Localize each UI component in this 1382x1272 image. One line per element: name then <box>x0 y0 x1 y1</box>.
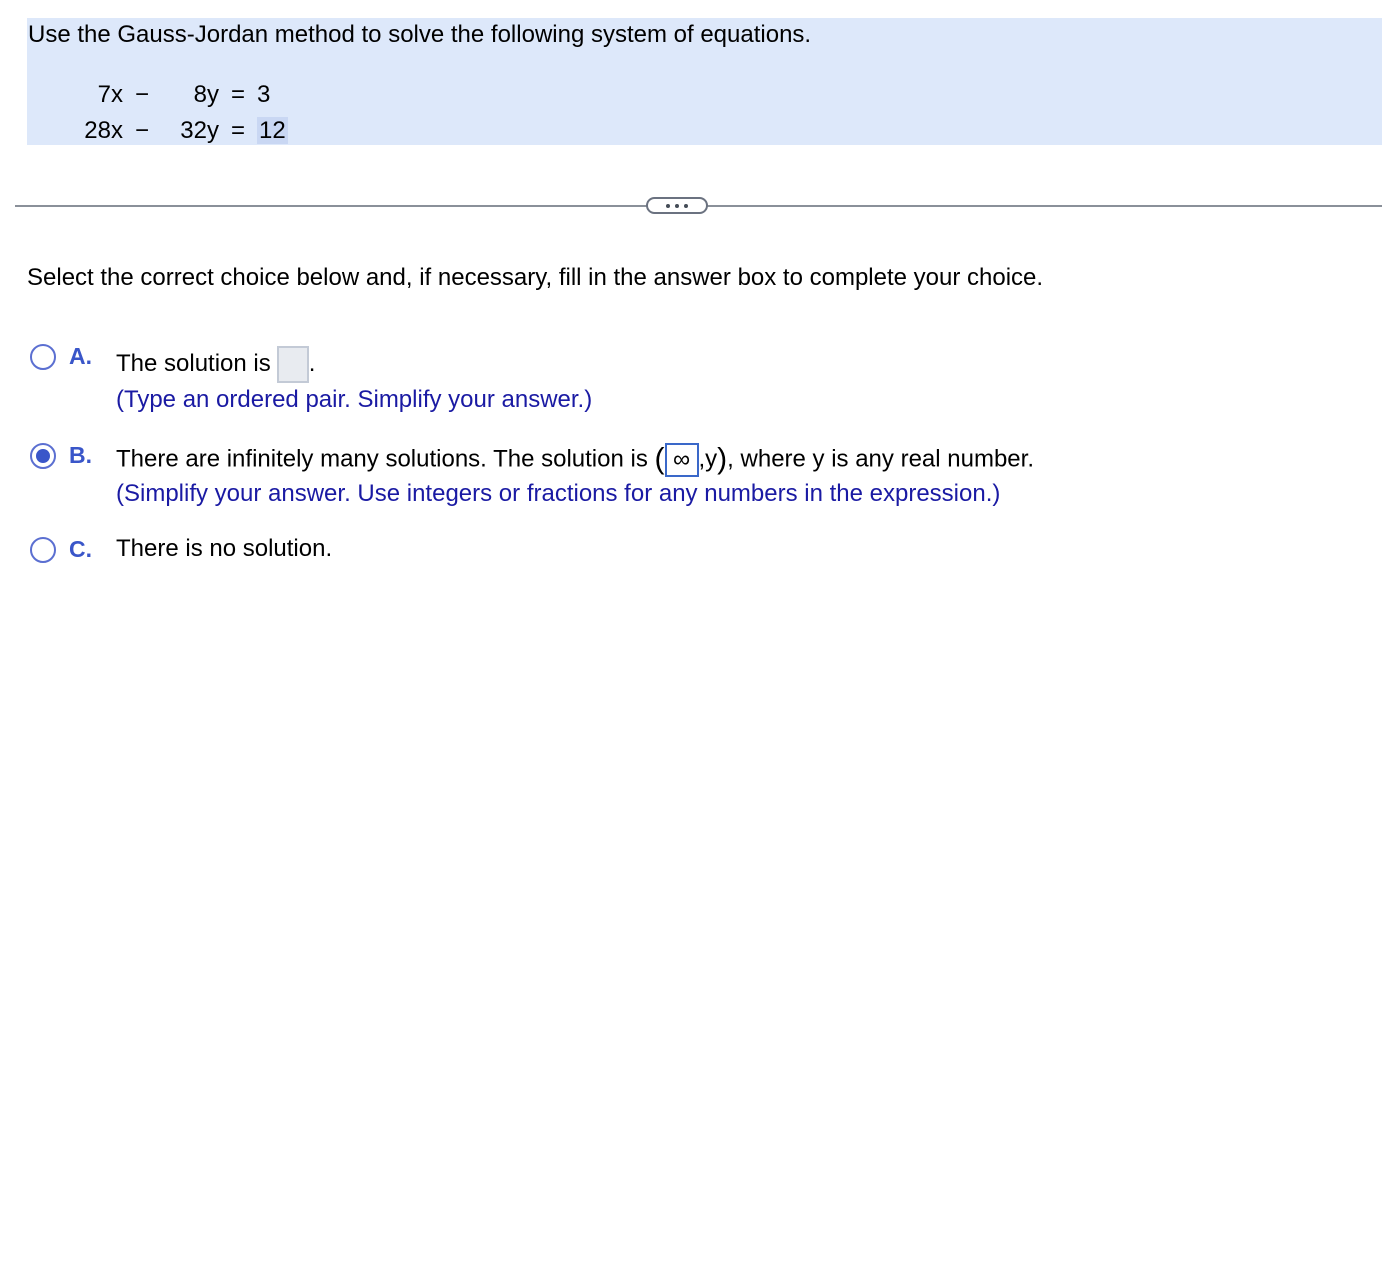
choice-letter: A. <box>69 343 92 369</box>
answer-input-a[interactable] <box>277 346 309 383</box>
close-paren: ) <box>717 442 728 476</box>
operator: − <box>134 117 149 144</box>
equation-row <box>53 113 288 149</box>
y-term: 8y <box>193 81 219 108</box>
problem-instruction: Use the Gauss-Jordan method to solve the following system of equations. <box>28 21 812 48</box>
rhs-value: 3 <box>257 81 271 108</box>
choice-b-statement <box>116 443 1034 477</box>
equation-system <box>53 77 288 149</box>
choice-hint: (Simplify your answer. Use integers or fractions for any numbers in the expression.) <box>116 480 1001 507</box>
choice-text: The solution is <box>116 349 271 377</box>
radio-button-a[interactable] <box>30 344 56 370</box>
operator: − <box>134 81 149 108</box>
ellipsis-icon <box>675 204 679 208</box>
choice-text: There are infinitely many solutions. The solution is <box>116 445 648 473</box>
choice-letter: C. <box>69 536 92 562</box>
radio-button-c[interactable] <box>30 537 56 563</box>
open-paren: ( <box>654 442 665 476</box>
x-term: 7x <box>97 81 123 108</box>
y-term: 32y <box>180 117 219 144</box>
equals-sign: = <box>230 81 245 108</box>
expand-more-button[interactable] <box>646 197 708 214</box>
y-variable: ,y <box>698 445 718 473</box>
equation-row <box>53 77 288 113</box>
rhs-value-cell <box>257 113 288 149</box>
choice-text: There is no solution. <box>116 535 333 562</box>
x-term: 28x <box>84 117 123 144</box>
problem-statement <box>27 18 1382 145</box>
choice-tail: , where y is any real number. <box>727 445 1034 473</box>
answer-input-b[interactable]: ∞ <box>665 443 699 477</box>
ellipsis-icon <box>684 204 688 208</box>
choice-letter: B. <box>69 442 92 468</box>
choice-hint: (Type an ordered pair. Simplify your answer.) <box>116 386 593 413</box>
rhs-value: 12 <box>259 117 286 144</box>
ellipsis-icon <box>666 204 670 208</box>
period: . <box>308 349 316 377</box>
choice-a-statement <box>116 346 315 383</box>
select-instruction: Select the correct choice below and, if necessary, fill in the answer box to complete your choice. <box>27 264 1044 291</box>
radio-button-b[interactable] <box>30 443 56 469</box>
equals-sign: = <box>230 117 245 144</box>
